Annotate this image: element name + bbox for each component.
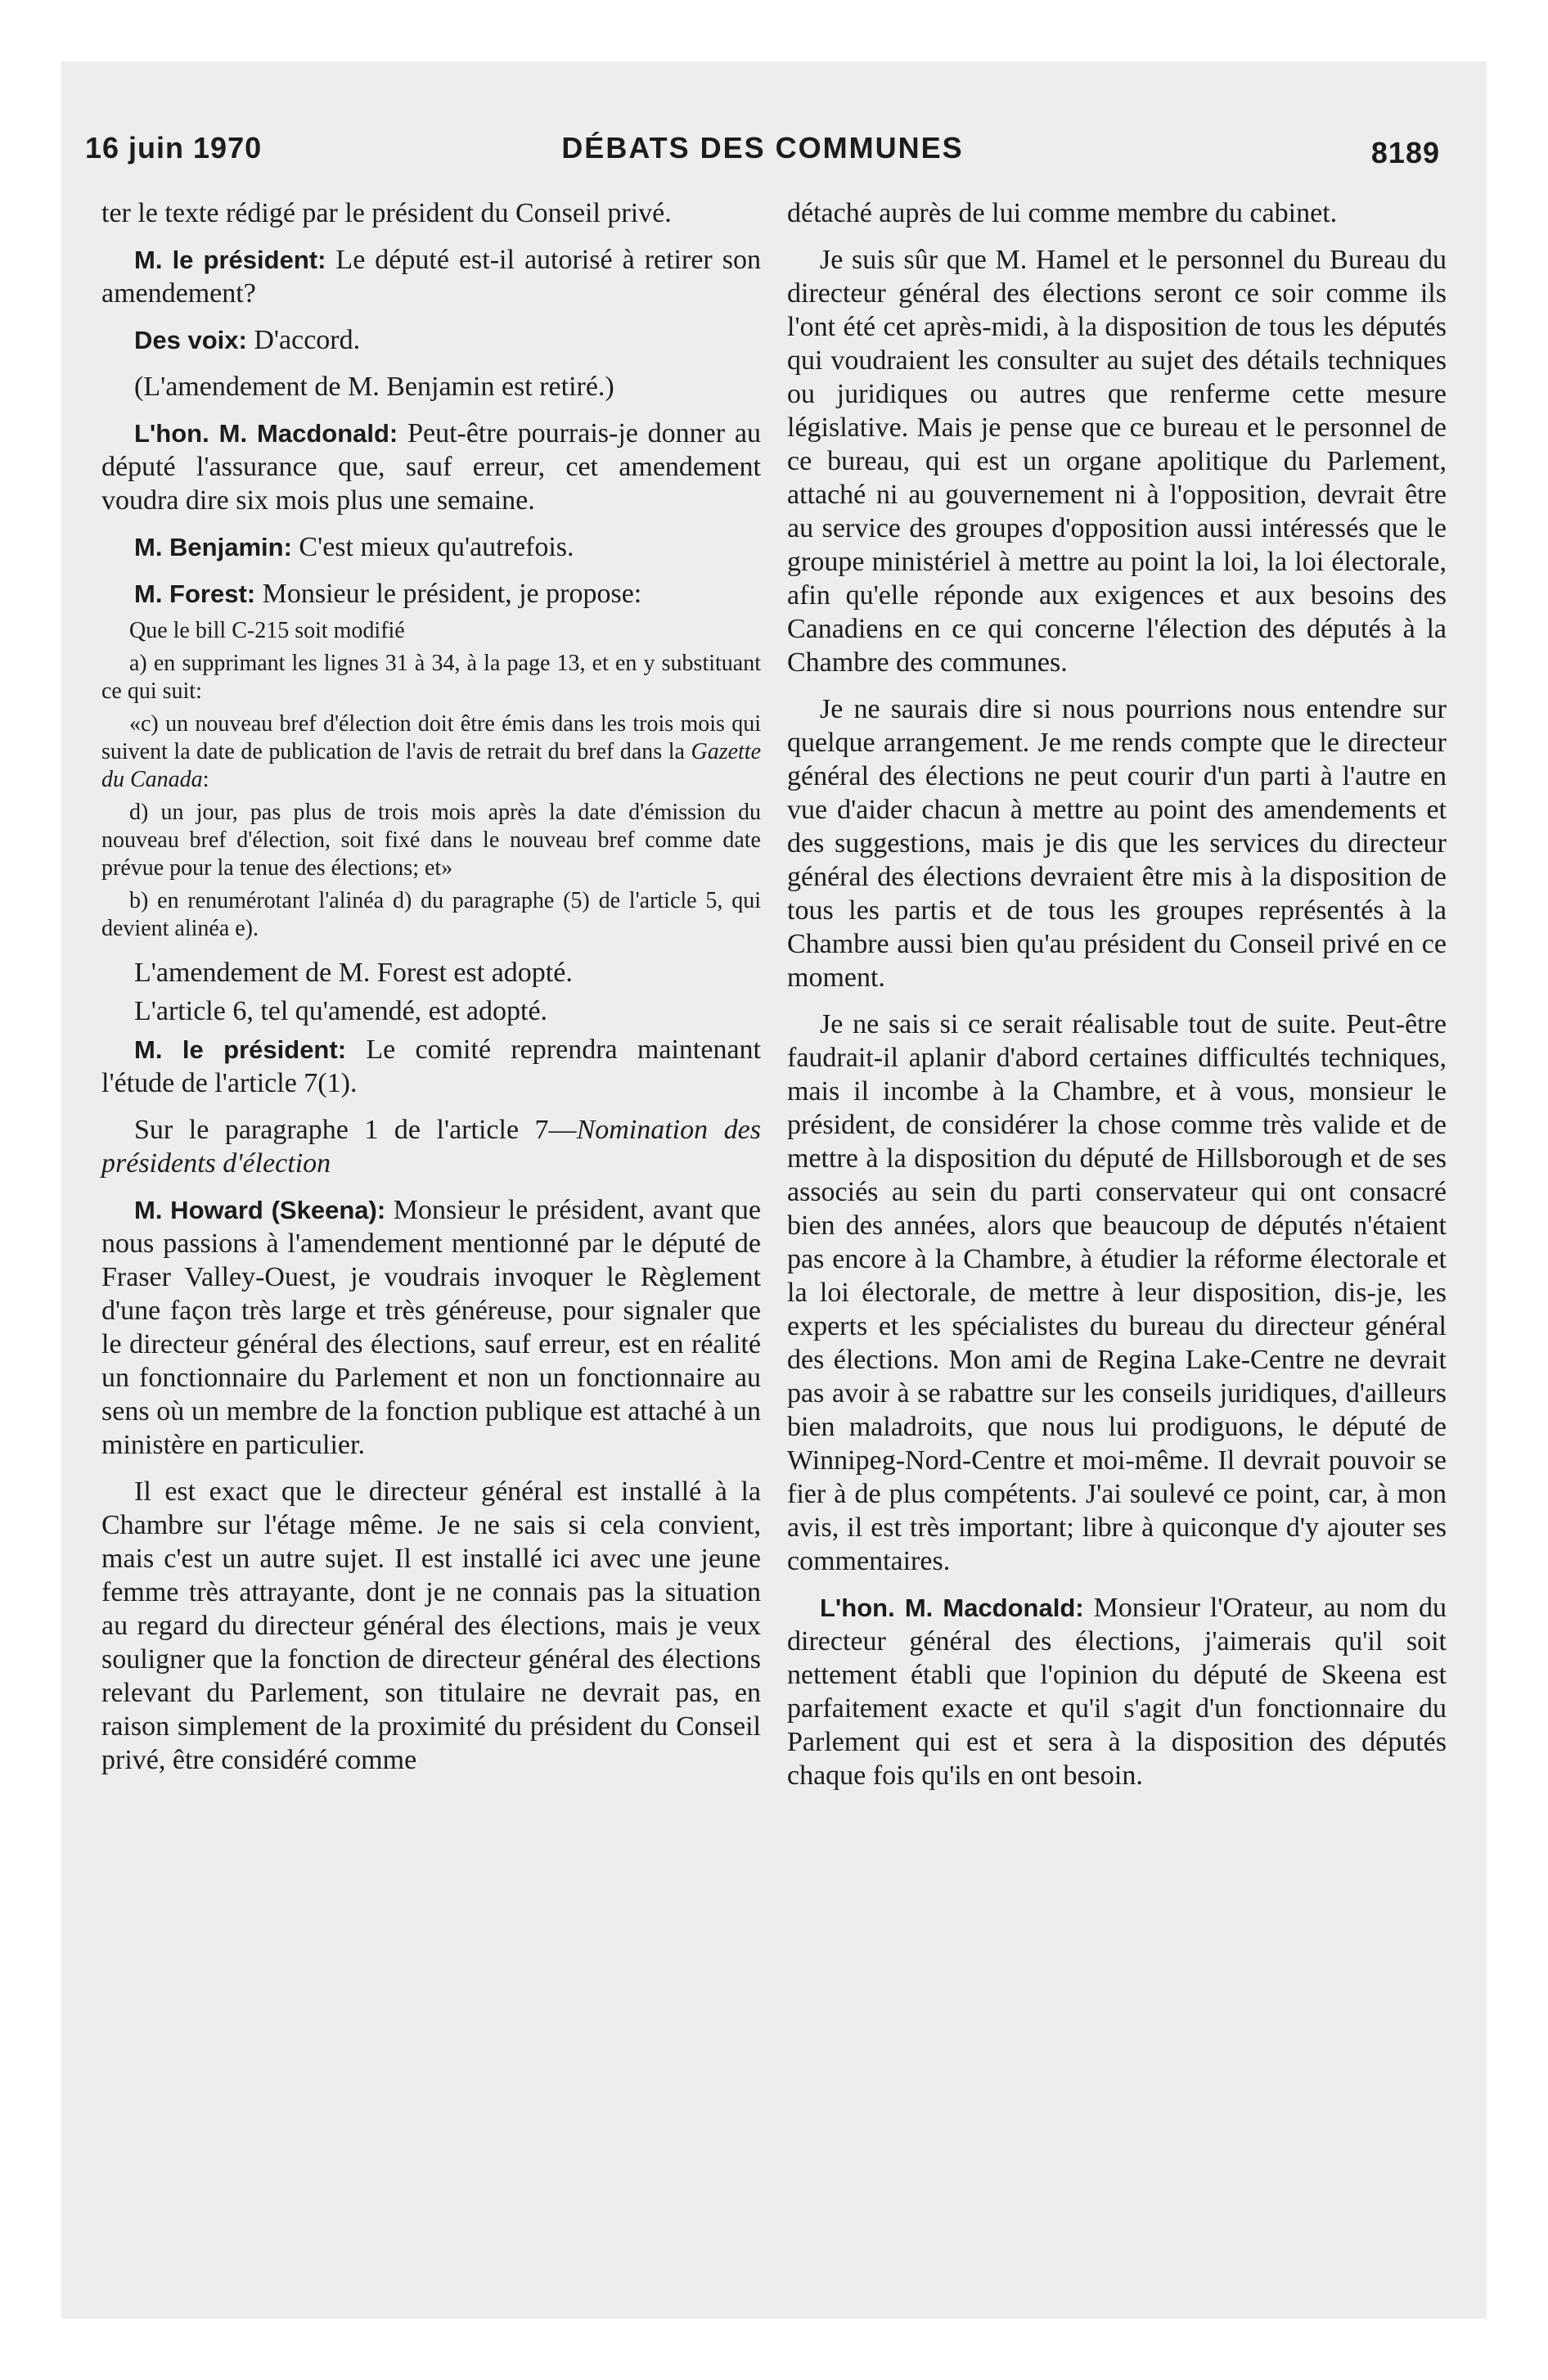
paragraph: détaché auprès de lui comme membre du cabinet.: [787, 198, 1338, 228]
left-column: [101, 196, 761, 1790]
paragraph: M. Benjamin: C'est mieux qu'autrefois.: [134, 532, 574, 562]
motion-text: Que le bill C-215 soit modifié: [129, 618, 405, 643]
paragraph: Des voix: D'accord.: [134, 325, 361, 355]
procedural-note: (L'amendement de M. Benjamin est retiré.): [134, 372, 614, 402]
header-title: DÉBATS DES COMMUNES: [561, 131, 964, 165]
paragraph: Je suis sûr que M. Hamel et le personnel du Bureau du directeur général des élections seront ce soir comme ils l'ont été cet après-midi, à la disposition de tous les députés qui voudraient les consulter au sujet des détails techniques ou juridiques ou autres que renferme cette mesure législative. Mais je pense que ce bureau et le personnel de ce bureau, qui est un organe apolitique du Parlement, attaché ni au gouvernement ni à l'opposition, devrait être au service des groupes d'opposition aussi intéressés que le groupe ministériel à mettre au point la loi, la loi électorale, afin qu'elle réponde aux exigences et aux besoins des Canadiens en ce qui concerne l'élection des députés à la Chambre des communes.: [787, 245, 1447, 678]
paragraph: ter le texte rédigé par le président du Conseil privé.: [101, 198, 672, 228]
header-date: 16 juin 1970: [85, 131, 263, 165]
speaker-name: Des voix:: [134, 326, 247, 354]
speaker-name: M. le président:: [134, 1035, 347, 1064]
speaker-name: M. Forest:: [134, 579, 256, 608]
paragraph: M. le président: Le député est-il autorisé à retirer son amendement?: [101, 245, 761, 309]
speaker-name: M. le président:: [134, 246, 326, 274]
speaker-name: L'hon. M. Macdonald:: [134, 419, 398, 448]
paragraph: L'hon. M. Macdonald: Peut-être pourrais-je donner au député l'assurance que, sauf erreur, cet amendement voudra dire six mois plus une semaine.: [101, 418, 761, 516]
procedural-note: L'article 6, tel qu'amendé, est adopté.: [134, 996, 548, 1026]
motion-text: a) en supprimant les lignes 31 à 34, à la page 13, et en y substituant ce qui suit:: [101, 651, 761, 704]
paragraph: M. Howard (Skeena): Monsieur le président, avant que nous passions à l'amendement mentionné par le député de Fraser Valley-Ouest, je voudrais invoquer le Règlement d'une façon très large et très généreuse, pour signaler que le directeur général des élections, sauf erreur, est en réalité un fonctionnaire du Parlement et non un fonctionnaire au sens où un membre de la fonction publique est attaché à un ministère en particulier.: [101, 1195, 761, 1460]
paragraph: M. le président: Le comité reprendra maintenant l'étude de l'article 7(1).: [101, 1034, 761, 1098]
procedural-note: L'amendement de M. Forest est adopté.: [134, 958, 573, 988]
speaker-name: M. Howard (Skeena):: [134, 1196, 386, 1224]
page-header: [85, 131, 1440, 180]
speaker-name: M. Benjamin:: [134, 533, 292, 561]
speaker-name: L'hon. M. Macdonald:: [820, 1593, 1084, 1622]
page-number: 8189: [1370, 136, 1440, 169]
paragraph: Je ne sais si ce serait réalisable tout de suite. Peut-être faudrait-il aplanir d'abord certaines difficultés techniques, mais il incombe à la Chambre, et à vous, monsieur le président, de considérer la chose comme très valide et de mettre à la disposition du député de Hillsborough et de ses associés au sein du parti conservateur qui ont consacré bien des années, alors que beaucoup de députés n'étaient pas encore à la Chambre, à étudier la réforme électorale et la loi électorale, de mettre à leur disposition, dis-je, les experts et les spécialistes du bureau du directeur général des élections. Mon ami de Regina Lake-Centre ne devrait pas avoir à se rabattre sur les conseils juridiques, d'ailleurs bien maladroits, que nous lui prodiguons, le député de Winnipeg-Nord-Centre et moi-même. Il devrait pouvoir se fier à de plus compétents. J'ai soulevé ce point, car, à mon avis, il est très important; libre à quiconque d'y ajouter ses commentaires.: [787, 1009, 1447, 1576]
paragraph: Il est exact que le directeur général est installé à la Chambre sur l'étage même. Je ne sais si cela convient, mais c'est un autre sujet. Il est installé ici avec une jeune femme très attrayante, dont je ne connais pas la situation au regard du directeur général des élections, mais je veux souligner que la fonction de directeur général des élections relevant du Parlement, son titulaire ne devrait pas, en raison simplement de la proximité du président du Conseil privé, être considéré comme: [101, 1476, 761, 1775]
motion-text: «c) un nouveau bref d'élection doit être émis dans les trois mois qui suivent la date de publication de l'avis de retrait du bref dans la Gazette du Canada:: [101, 711, 761, 792]
motion-text: b) en renumérotant l'alinéa d) du paragraphe (5) de l'article 5, qui devient alinéa e).: [101, 888, 761, 941]
right-column: [787, 196, 1447, 1805]
motion-text: d) un jour, pas plus de trois mois après la date d'émission du nouveau bref d'élection, soit fixé dans le nouveau bref comme date prévue pour la tenue des élections; et»: [101, 800, 761, 881]
paragraph: L'hon. M. Macdonald: Monsieur l'Orateur, au nom du directeur général des élections, j'aimerais qu'il soit nettement établi que l'opinion du député de Skeena est parfaitement exacte et qu'il s'agit d'un fonctionnaire du Parlement qui est et sera à la disposition des députés chaque fois qu'ils en ont besoin.: [787, 1593, 1447, 1791]
section-heading: Sur le paragraphe 1 de l'article 7—Nomination des présidents d'élection: [101, 1115, 761, 1179]
paragraph: M. Forest: Monsieur le président, je propose:: [134, 579, 642, 609]
paragraph: Je ne saurais dire si nous pourrions nous entendre sur quelque arrangement. Je me rends compte que le directeur général des élections ne peut courir d'un parti à l'autre en vue d'aider chacun à mettre au point des amendements et des suggestions, mais je dis que les services du directeur général des élections devraient être mis à la disposition de tous les partis et de tous les groupes représentés à la Chambre aussi bien qu'au président du Conseil privé en ce moment.: [787, 694, 1447, 993]
